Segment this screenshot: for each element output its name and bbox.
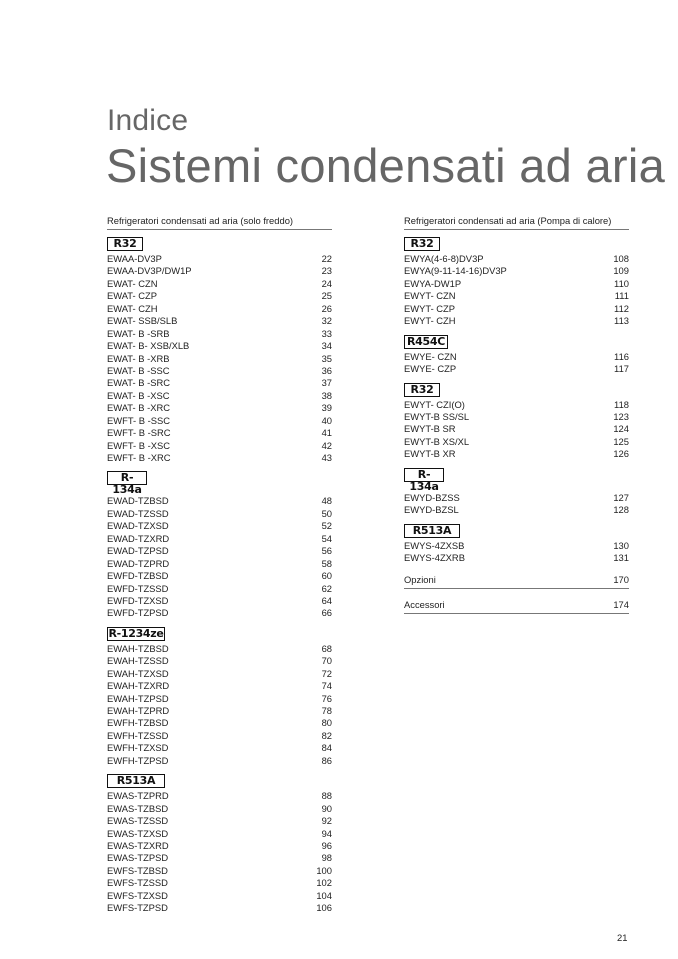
entry-model: EWAT- CZP — [107, 290, 157, 302]
index-entry[interactable] — [107, 390, 332, 402]
refrigerant-section — [404, 468, 629, 517]
entry-model: EWFH-TZXSD — [107, 742, 169, 754]
entry-model: EWAT- B- XSB/XLB — [107, 340, 190, 352]
entry-page: 40 — [321, 414, 332, 426]
page-number: 21 — [617, 932, 628, 943]
refrigerant-section — [404, 237, 629, 328]
refrigerant-badge: R32 — [107, 237, 143, 251]
refrigerant-badge: R-1234ze — [108, 626, 164, 640]
index-entry[interactable] — [404, 351, 629, 363]
index-entry[interactable] — [404, 504, 629, 516]
entry-page: 130 — [613, 539, 629, 551]
entry-model: EWAH-TZSSD — [107, 655, 169, 667]
entry-model: EWAT- CZH — [107, 302, 158, 314]
index-entry[interactable] — [404, 399, 629, 411]
index-entry[interactable] — [107, 803, 332, 815]
index-entry[interactable] — [107, 815, 332, 827]
refrigerant-section — [107, 237, 332, 464]
entry-page: 62 — [321, 582, 332, 594]
index-entry[interactable] — [107, 643, 332, 655]
entry-model: EWFD-TZPSD — [107, 607, 169, 619]
entry-page: 113 — [614, 315, 629, 327]
index-entry[interactable] — [107, 290, 332, 302]
index-entry[interactable] — [404, 278, 629, 290]
index-entry[interactable] — [107, 790, 332, 802]
index-extra-entry[interactable] — [404, 599, 629, 614]
index-entry[interactable] — [107, 742, 332, 754]
entry-page: 116 — [614, 350, 629, 362]
entry-page: 34 — [321, 340, 332, 352]
entry-model: EWYA-DW1P — [404, 277, 462, 289]
entry-model: EWAH-TZXSD — [107, 667, 169, 679]
entry-model: EWAT- B -SRB — [107, 327, 170, 339]
entry-page: 102 — [316, 877, 332, 889]
entry-page: 22 — [321, 253, 332, 264]
refrigerant-badge: R513A — [404, 524, 460, 538]
index-entry[interactable] — [107, 340, 332, 352]
index-entry[interactable] — [107, 852, 332, 864]
entry-model: EWAS-TZBSD — [107, 802, 169, 814]
entry-page: 117 — [614, 363, 629, 375]
entry-model: EWYS-4ZXRB — [404, 552, 465, 563]
entry-model: EWAT- B -SSC — [107, 364, 170, 376]
entry-page: 94 — [321, 827, 332, 839]
entry-model: EWYT-B XS/XL — [404, 435, 470, 447]
refrigerant-section — [404, 335, 629, 376]
entry-model: EWYT- CZN — [404, 290, 456, 302]
entry-page: 109 — [613, 265, 629, 277]
entry-page: 64 — [321, 594, 332, 606]
index-entry[interactable] — [404, 253, 629, 265]
extra-page: 170 — [613, 574, 629, 586]
entry-page: 50 — [321, 507, 332, 519]
entry-page: 35 — [321, 352, 332, 364]
entry-model: EWFT- B -XRC — [107, 452, 171, 463]
entry-model: EWYT- CZH — [404, 315, 456, 327]
index-entry[interactable] — [107, 415, 332, 427]
index-entry[interactable] — [107, 755, 332, 767]
entry-page: 24 — [321, 277, 332, 289]
entry-page: 58 — [321, 557, 332, 569]
entry-model: EWYT-B XR — [404, 448, 456, 460]
entry-model: EWYT- CZP — [404, 302, 456, 314]
entry-page: 100 — [316, 864, 332, 876]
extra-label: Opzioni — [404, 574, 436, 586]
entry-page: 127 — [613, 491, 629, 503]
entry-page: 76 — [321, 692, 332, 704]
refrigerant-badge: R32 — [404, 383, 440, 397]
entry-model: EWYE- CZP — [404, 363, 457, 375]
index-entry[interactable] — [107, 680, 332, 692]
entry-model: EWAD-TZBSD — [107, 495, 169, 507]
entry-model: EWAS-TZSSD — [107, 815, 169, 827]
index-entry[interactable] — [404, 315, 629, 327]
index-entry[interactable] — [107, 877, 332, 889]
entry-page: 125 — [613, 435, 629, 447]
entry-model: EWYD-BZSS — [404, 491, 460, 503]
entry-page: 80 — [321, 717, 332, 729]
entry-model: EWFH-TZPSD — [107, 754, 169, 766]
index-entry[interactable] — [107, 427, 332, 439]
entry-page: 37 — [321, 377, 332, 389]
index-entry[interactable] — [107, 693, 332, 705]
index-entry[interactable] — [107, 520, 332, 532]
index-entry[interactable] — [404, 265, 629, 277]
entry-model: EWAS-TZXRD — [107, 839, 169, 851]
index-entry[interactable] — [107, 558, 332, 570]
entry-model: EWAT- B -XRC — [107, 402, 171, 414]
entry-model: EWYE- CZN — [404, 350, 457, 362]
index-entry[interactable] — [404, 303, 629, 315]
entry-model: EWAS-TZXSD — [107, 827, 169, 839]
index-entry[interactable] — [107, 452, 332, 464]
index-entry[interactable] — [107, 377, 332, 389]
index-entry[interactable] — [107, 440, 332, 452]
entry-model: EWYT- CZI(O) — [404, 398, 465, 410]
entry-page: 84 — [321, 742, 332, 754]
entry-page: 66 — [321, 607, 332, 619]
index-label: Indice — [107, 104, 189, 137]
index-entry[interactable] — [107, 353, 332, 365]
entry-page: 43 — [321, 452, 332, 463]
entry-page: 32 — [321, 315, 332, 327]
index-entry[interactable] — [107, 705, 332, 717]
entry-model: EWAT- CZN — [107, 277, 158, 289]
index-entry[interactable] — [107, 365, 332, 377]
index-entry[interactable] — [107, 570, 332, 582]
entry-model: EWAS-TZPSD — [107, 852, 169, 864]
index-entry[interactable] — [107, 315, 332, 327]
entry-model: EWYS-4ZXSB — [404, 539, 465, 551]
entry-model: EWAH-TZBSD — [107, 642, 169, 654]
refrigerant-badge: R454C — [404, 335, 448, 349]
entry-model: EWFS-TZPSD — [107, 902, 168, 914]
index-entry[interactable] — [107, 668, 332, 680]
entry-page: 98 — [321, 852, 332, 864]
index-entry[interactable] — [107, 840, 332, 852]
entry-model: EWAS-TZPRD — [107, 790, 169, 802]
entry-model: EWAA-DV3P/DW1P — [107, 265, 192, 277]
entry-page: 126 — [613, 448, 629, 460]
refrigerant-section — [404, 524, 629, 565]
entry-page: 56 — [321, 545, 332, 557]
entry-page: 41 — [321, 427, 332, 439]
index-entry[interactable] — [107, 545, 332, 557]
entry-model: EWAD-TZXSD — [107, 520, 169, 532]
entry-page: 70 — [321, 655, 332, 667]
refrigerant-section — [404, 383, 629, 461]
entry-model: EWAA-DV3P — [107, 253, 162, 264]
index-entry[interactable] — [107, 508, 332, 520]
left-column — [107, 215, 332, 915]
refrigerant-badge: R-134a — [404, 468, 444, 482]
entry-page: 123 — [613, 410, 629, 422]
entry-model: EWFS-TZSSD — [107, 877, 168, 889]
entry-page: 92 — [321, 815, 332, 827]
entry-page: 108 — [613, 253, 629, 264]
entry-model: EWAT- B -XRB — [107, 352, 170, 364]
entry-page: 112 — [614, 302, 629, 314]
entry-model: EWFD-TZSSD — [107, 582, 169, 594]
entry-page: 88 — [321, 790, 332, 802]
index-entry[interactable] — [404, 363, 629, 375]
entry-model: EWYT-B SS/SL — [404, 410, 470, 422]
entry-model: EWFS-TZBSD — [107, 864, 168, 876]
index-entry[interactable] — [404, 448, 629, 460]
entry-page: 54 — [321, 532, 332, 544]
entry-model: EWAH-TZPSD — [107, 692, 169, 704]
index-entry[interactable] — [404, 423, 629, 435]
index-entry[interactable] — [107, 655, 332, 667]
entry-page: 39 — [321, 402, 332, 414]
entry-model: EWAH-TZPRD — [107, 705, 170, 716]
extra-label: Accessori — [404, 599, 445, 611]
right-column-heading: Refrigeratori condensati ad aria (Pompa di calore) — [404, 215, 629, 230]
index-entry[interactable] — [107, 890, 332, 902]
index-entry[interactable] — [107, 595, 332, 607]
page-title: Sistemi condensati ad aria — [106, 139, 666, 192]
index-entry[interactable] — [107, 828, 332, 840]
entry-model: EWAH-TZXRD — [107, 680, 170, 692]
entry-model: EWFH-TZBSD — [107, 717, 169, 729]
refrigerant-section — [107, 627, 332, 767]
entry-page: 25 — [321, 290, 332, 302]
index-entry[interactable] — [107, 253, 332, 265]
entry-page: 106 — [316, 902, 332, 914]
index-entry[interactable] — [107, 730, 332, 742]
entry-model: EWAD-TZSSD — [107, 507, 169, 519]
entry-page: 128 — [613, 504, 629, 516]
index-entry[interactable] — [107, 265, 332, 277]
index-entry[interactable] — [404, 411, 629, 423]
entry-model: EWFD-TZBSD — [107, 570, 169, 582]
right-column — [404, 215, 629, 614]
entry-model: EWAD-TZXRD — [107, 532, 170, 544]
left-column-heading: Refrigeratori condensati ad aria (solo freddo) — [107, 215, 332, 230]
index-extra-entry[interactable] — [404, 574, 629, 589]
entry-page: 36 — [321, 364, 332, 376]
index-entry[interactable] — [404, 436, 629, 448]
index-entry[interactable] — [107, 402, 332, 414]
entry-page: 42 — [321, 439, 332, 451]
refrigerant-section — [107, 471, 332, 619]
index-entry[interactable] — [107, 902, 332, 914]
index-entry[interactable] — [107, 865, 332, 877]
entry-model: EWFH-TZSSD — [107, 729, 169, 741]
index-entry[interactable] — [404, 290, 629, 302]
entry-page: 78 — [321, 705, 332, 716]
entry-page: 68 — [321, 642, 332, 654]
entry-model: EWFD-TZXSD — [107, 594, 169, 606]
index-entry[interactable] — [107, 717, 332, 729]
entry-model: EWYD-BZSL — [404, 504, 459, 516]
entry-page: 111 — [614, 290, 629, 302]
entry-page: 90 — [321, 802, 332, 814]
index-entry[interactable] — [404, 492, 629, 504]
entry-page: 48 — [321, 495, 332, 507]
index-entry[interactable] — [107, 278, 332, 290]
entry-model: EWAT- B -XSC — [107, 389, 170, 401]
entry-model: EWAD-TZPSD — [107, 545, 169, 557]
entry-page: 86 — [321, 754, 332, 766]
entry-page: 74 — [321, 680, 332, 692]
index-entry[interactable] — [107, 328, 332, 340]
entry-page: 26 — [321, 302, 332, 314]
index-entry[interactable] — [404, 552, 629, 564]
entry-page: 82 — [321, 729, 332, 741]
entry-page: 72 — [321, 667, 332, 679]
index-entry[interactable] — [107, 533, 332, 545]
refrigerant-badge: R-134a — [107, 471, 147, 485]
entry-page: 124 — [613, 423, 629, 435]
entry-model: EWFS-TZXSD — [107, 889, 168, 901]
entry-model: EWAT- SSB/SLB — [107, 315, 178, 327]
index-entry[interactable] — [107, 583, 332, 595]
entry-page: 104 — [316, 889, 332, 901]
entry-page: 60 — [321, 570, 332, 582]
entry-model: EWAD-TZPRD — [107, 557, 170, 569]
refrigerant-badge: R32 — [404, 237, 440, 251]
refrigerant-section — [107, 774, 332, 914]
entry-model: EWFT- B -SSC — [107, 414, 171, 426]
index-entry[interactable] — [107, 303, 332, 315]
entry-model: EWYA(9-11-14-16)DV3P — [404, 265, 507, 277]
entry-page: 33 — [321, 327, 332, 339]
entry-model: EWFT- B -XSC — [107, 439, 171, 451]
entry-model: EWYA(4-6-8)DV3P — [404, 253, 484, 264]
entry-page: 131 — [613, 552, 629, 563]
entry-page: 23 — [321, 265, 332, 277]
entry-page: 52 — [321, 520, 332, 532]
entry-page: 96 — [321, 839, 332, 851]
entry-model: EWYT-B SR — [404, 423, 456, 435]
index-entry[interactable] — [107, 495, 332, 507]
entry-page: 110 — [614, 277, 629, 289]
entry-page: 118 — [614, 398, 629, 410]
index-entry[interactable] — [404, 540, 629, 552]
entry-model: EWFT- B -SRC — [107, 427, 171, 439]
entry-model: EWAT- B -SRC — [107, 377, 171, 389]
entry-page: 38 — [321, 389, 332, 401]
index-entry[interactable] — [107, 607, 332, 619]
extra-page: 174 — [613, 599, 629, 611]
refrigerant-badge: R513A — [107, 774, 165, 788]
